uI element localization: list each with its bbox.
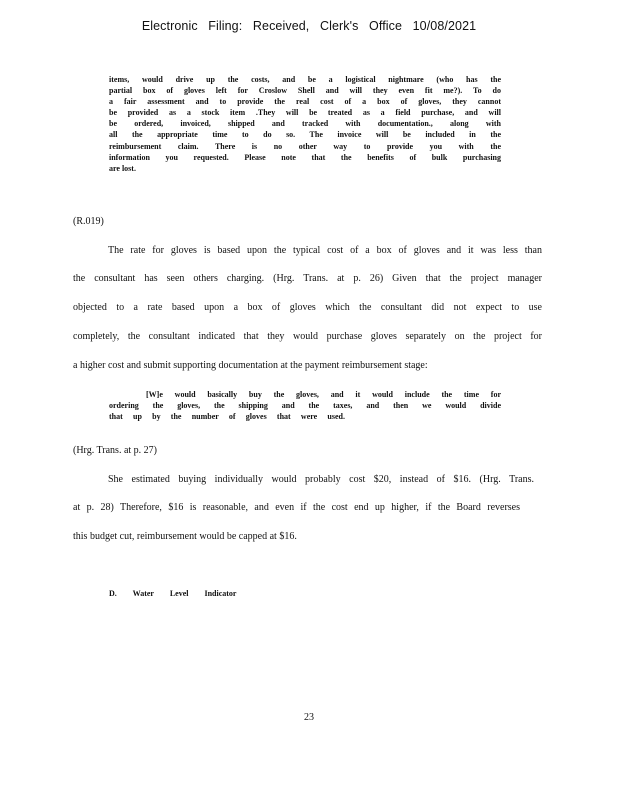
quote-line: all the appropriate time to do so. The invoice will be included in the <box>109 130 501 140</box>
quote-line: be provided as a stock item .They will be treated as a field purchase, and will <box>109 108 501 118</box>
section-heading: D. Water Level Indicator <box>109 589 237 598</box>
quote-line: are lost. <box>109 163 136 173</box>
quote-line: information you requested. Please note that the benefits of bulk purchasing <box>109 152 501 162</box>
quote-line: that up by the number of gloves that were used. <box>109 412 345 422</box>
paragraph-line: at p. 28) Therefore, $16 is reasonable, and even if the cost end up higher, if the Board reverses <box>73 502 520 513</box>
block-quote-email <box>109 74 501 174</box>
paragraph-line: the consultant has seen others charging. (Hrg. Trans. at p. 26) Given that the project manager <box>73 273 542 284</box>
paragraph-line: She estimated buying individually would probably cost $20, instead of $16. (Hrg. Trans. <box>108 474 534 485</box>
quote-line: partial box of gloves left for Croslow Shell and will they even fit me?). To do <box>109 86 501 96</box>
paragraph-line: this budget cut, reimbursement would be capped at $16. <box>73 531 297 542</box>
citation-record: (R.019) <box>73 216 104 227</box>
paragraph-line: objected to a rate based upon a box of gloves which the consultant did not expect to use <box>73 302 542 313</box>
citation-transcript: (Hrg. Trans. at p. 27) <box>73 445 157 456</box>
quote-line: a fair assessment and to provide the real cost of a box of gloves, they cannot <box>109 97 501 107</box>
quote-line: items, would drive up the costs, and be a logistical nightmare (who has the <box>109 75 501 84</box>
paragraph-line: completely, the consultant indicated that they would purchase gloves separately on the project for <box>73 331 542 342</box>
quote-line: be ordered, invoiced, shipped and tracked with documentation., along with <box>109 119 501 129</box>
block-quote-testimony <box>109 389 501 422</box>
page-number: 23 <box>304 712 314 723</box>
quote-line: reimbursement claim. There is no other way to provide you with the <box>109 141 501 151</box>
quote-line: ordering the gloves, the shipping and the taxes, and then we would divide <box>109 401 501 411</box>
paragraph-line: a higher cost and submit supporting documentation at the payment reimbursement stage: <box>73 360 428 371</box>
quote-line: [W]e would basically buy the gloves, and it would include the time for <box>146 390 501 399</box>
paragraph-line: The rate for gloves is based upon the typical cost of a box of gloves and it was less than <box>108 245 542 256</box>
filing-header: Electronic Filing: Received, Clerk's Office 10/08/2021 <box>141 19 477 33</box>
